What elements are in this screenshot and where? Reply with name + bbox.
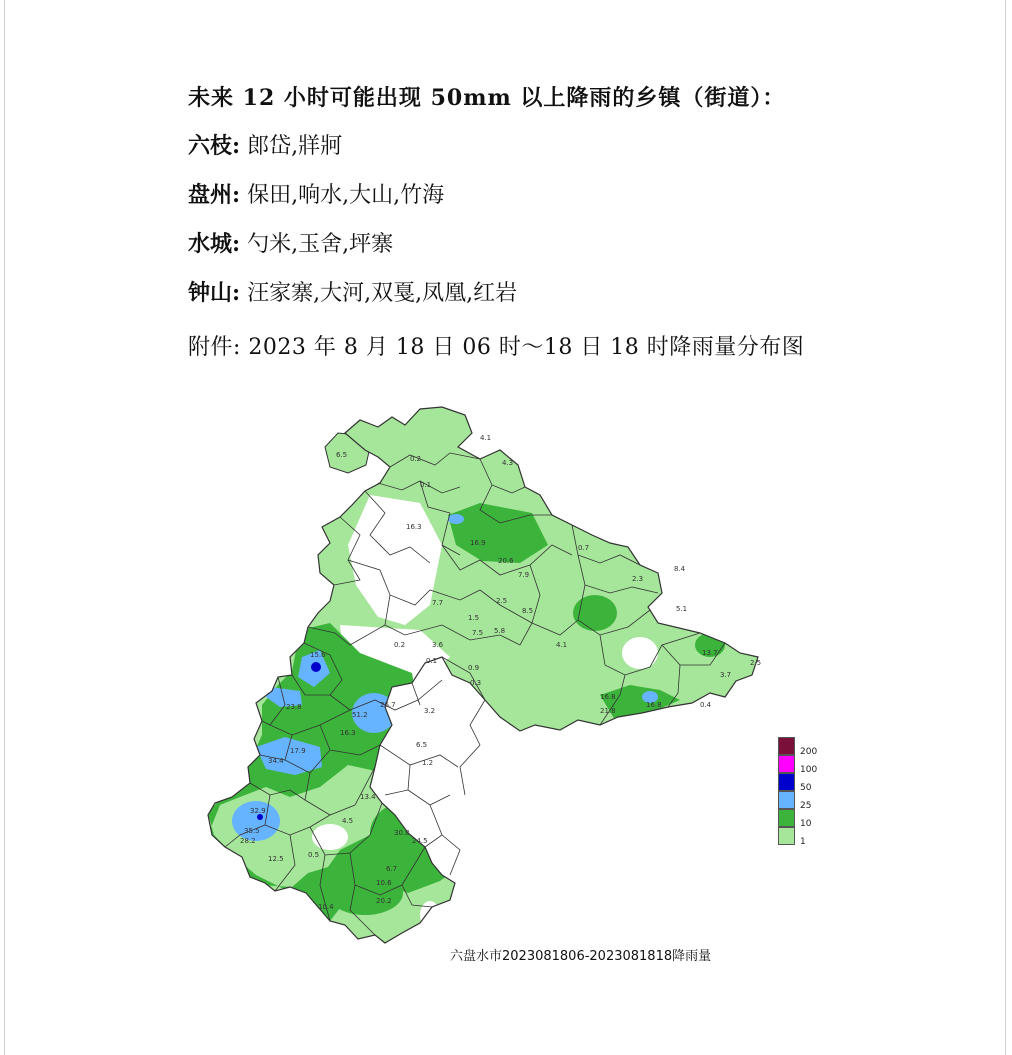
rainfall-map-svg [180,395,830,975]
station-value: 0.3 [470,679,482,687]
county-row-shuicheng [188,220,868,269]
station-value: 30.8 [394,829,410,837]
station-value: 10.6 [376,879,392,887]
station-value: 0.5 [308,851,320,859]
map-caption: 六盘水市2023081806-2023081818降雨量 [450,949,712,964]
legend-swatch-200 [778,737,795,755]
station-value: 6.5 [416,741,428,749]
station-value: 35.5 [244,827,260,835]
town-list: 汪家寨,大河,双戛,凤凰,红岩 [247,281,518,306]
town-list: 保田,响水,大山,竹海 [247,183,445,208]
station-value: 3.7 [720,671,732,679]
station-value: 0.2 [394,641,406,649]
station-value: 10.4 [318,903,334,911]
station-value: 7.7 [432,599,444,607]
county-label: 盘州: [188,182,241,208]
station-value: 4.1 [556,641,568,649]
station-value: 7.5 [472,629,484,637]
legend-label: 1 [800,837,806,847]
station-value: 15.6 [310,651,326,659]
station-value: 16.9 [470,539,486,547]
station-value: 24.5 [412,837,428,845]
station-value: 8.5 [522,607,534,615]
station-value: 0.1 [420,481,432,489]
station-value: 3.6 [432,641,444,649]
town-list: 郎岱,牂牁 [247,134,343,159]
station-value: 6.7 [386,865,398,873]
legend-label: 200 [800,747,818,757]
station-value: 1.2 [422,759,434,767]
county-label: 水城: [188,231,241,257]
station-value: 12.5 [268,855,284,863]
station-value: 20.6 [498,557,514,565]
station-value: 8.4 [674,565,686,573]
station-value: 2.5 [496,597,508,605]
notice-heading: 未来 12 小时可能出现 50mm 以上降雨的乡镇（街道）： [188,85,786,111]
station-value: 20.2 [376,897,392,905]
county-row-zhongshan [188,269,868,318]
station-value: 4.1 [480,434,492,442]
legend-swatch-50 [778,773,795,791]
station-value: 3.2 [424,707,436,715]
station-value: 4.5 [342,817,354,825]
station-value: 17.9 [290,747,306,755]
rainfall-map [180,395,830,975]
station-value: 1.5 [468,614,480,622]
town-list: 勺米,玉舍,坪寨 [247,232,394,257]
station-value: 26.7 [380,701,396,709]
legend-swatch-10 [778,809,795,827]
station-value: 2.3 [632,575,644,583]
station-value: 16.3 [340,729,356,737]
station-value: 0.1 [426,657,438,665]
station-value: 6.5 [336,451,348,459]
station-value: 16.3 [406,523,422,531]
county-label: 六枝: [188,133,241,159]
station-value: 0.4 [700,701,712,709]
station-value: 5.1 [676,605,688,613]
notice-document [188,74,868,372]
station-value: 51.2 [352,711,368,719]
station-value: 4.3 [502,459,514,467]
legend-label: 50 [800,783,812,793]
station-value: 23.8 [286,703,302,711]
station-value: 16.8 [646,701,662,709]
station-value: 34.4 [268,757,284,765]
station-value: 32.9 [250,807,266,815]
station-value: 13.4 [360,793,376,801]
station-value: 2.5 [750,659,762,667]
county-label: 钟山: [188,280,241,306]
county-row-liuzhi [188,122,868,171]
legend-label: 25 [800,801,812,811]
station-value: 0.2 [410,455,422,463]
station-value: 0.9 [468,664,480,672]
station-value: 7.9 [518,571,530,579]
legend-label: 10 [800,819,812,829]
legend-swatch-25 [778,791,795,809]
legend-swatch-1 [778,827,795,845]
station-value: 28.2 [240,837,256,845]
legend-swatch-100 [778,755,795,773]
station-value: 13.7 [702,649,718,657]
legend-label: 100 [800,765,818,775]
station-value: 16.8 [600,693,616,701]
station-value: 21.8 [600,707,616,715]
attachment-line: 附件: 2023 年 8 月 18 日 06 时～18 日 18 时降雨量分布图 [188,335,805,360]
station-value: 0.7 [578,544,590,552]
station-value: 5.8 [494,627,506,635]
county-row-panzhou [188,171,868,220]
